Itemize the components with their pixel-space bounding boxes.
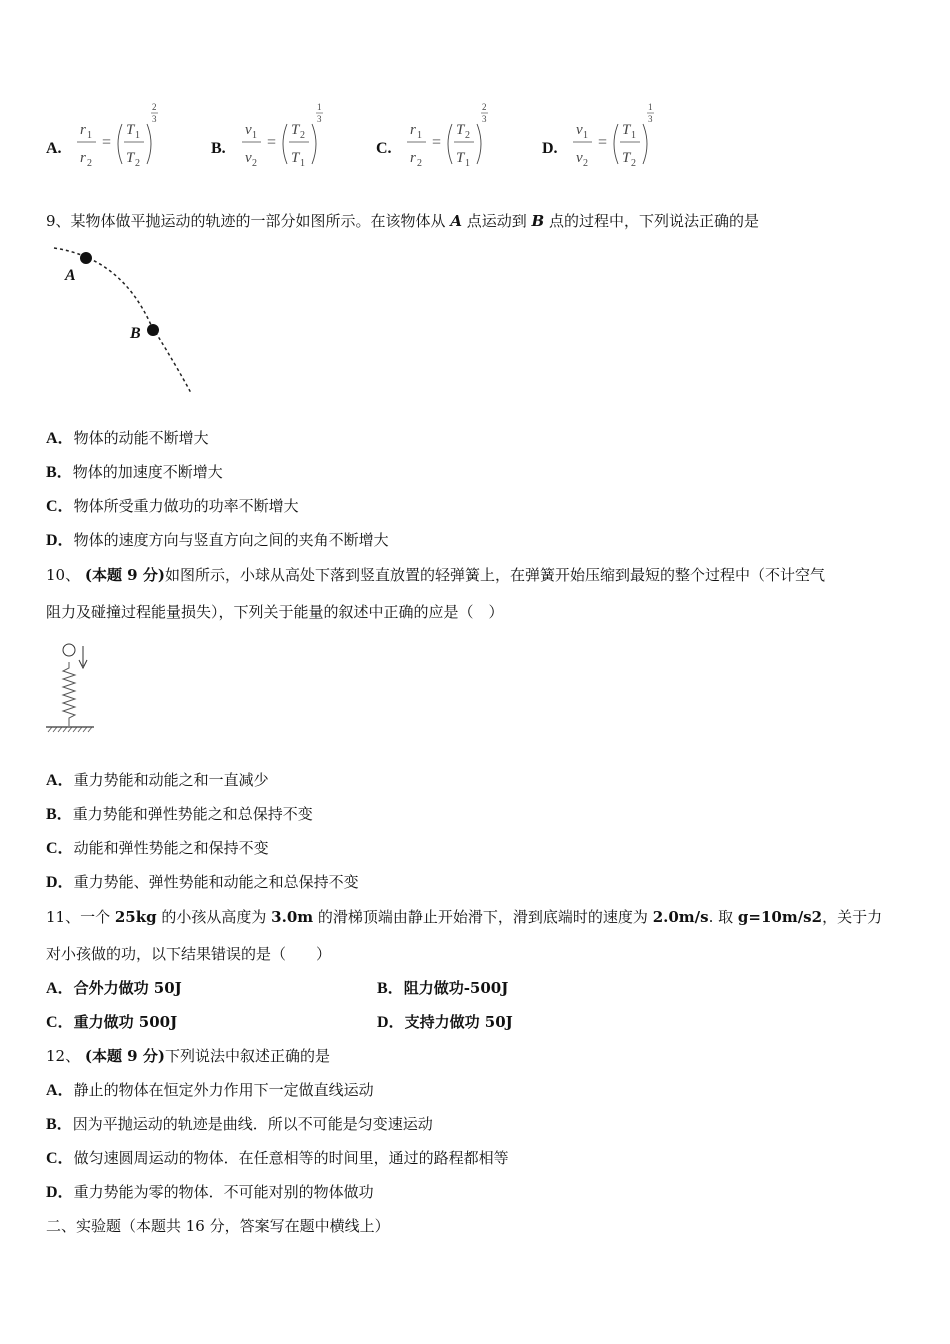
formula-text: 3	[482, 114, 487, 124]
formula-text: =	[102, 134, 112, 151]
formula-text: 2	[482, 102, 487, 112]
formula-text: 1	[648, 102, 653, 112]
q11-stem-text: . 取	[708, 908, 738, 926]
formula-text: v	[245, 150, 252, 166]
formula-text: 1	[583, 130, 588, 141]
q11-stem-text: 11、一个	[46, 908, 115, 926]
formula-text: =	[432, 134, 442, 151]
option-label: B．	[46, 1116, 73, 1133]
q11-option-b	[377, 978, 508, 999]
q9-stem-text: 9、某物体做平抛运动的轨迹的一部分如图所示。在该物体从	[46, 212, 451, 230]
option-text: 重力势能和动能之和一直减少	[73, 771, 269, 789]
formula-text: 1	[87, 130, 92, 141]
point-a-dot	[80, 252, 92, 264]
formula-text: =	[267, 134, 277, 151]
option-text: 物体的加速度不断增大	[72, 463, 223, 481]
option-text: 合外力做功 50J	[73, 979, 182, 997]
option-text: 物体所受重力做功的功率不断增大	[73, 497, 299, 515]
formula-text: r	[80, 122, 86, 138]
option-text: 重力势能和弹性势能之和总保持不变	[72, 805, 313, 823]
formula-text: 2	[631, 158, 636, 169]
q10-number: 10、	[46, 566, 85, 584]
q10-stem-line2: 阻力及碰撞过程能量损失），下列关于能量的叙述中正确的应是（ ）	[46, 603, 504, 621]
option-text: 重力势能为零的物体．不可能对别的物体做功	[73, 1183, 374, 1201]
formula-text: T	[291, 150, 300, 166]
spring-icon	[63, 662, 75, 726]
formula-text: 2	[417, 158, 422, 169]
q12-option-d	[46, 1182, 374, 1203]
q8-option-label: D.	[542, 140, 558, 157]
q11-stem-text: 的小孩从高度为	[156, 908, 272, 926]
option-text: 阻力做功-500J	[403, 979, 509, 997]
option-text: 静止的物体在恒定外力作用下一定做直线运动	[73, 1081, 374, 1099]
q11-option-d	[377, 1012, 513, 1033]
formula-text: 3	[648, 114, 653, 124]
q12-score: (本题 9 分)	[84, 1047, 165, 1065]
q10-option-b	[46, 804, 313, 825]
q12-number: 12、	[46, 1047, 85, 1065]
q12-option-a	[46, 1080, 374, 1101]
formula-text: =	[598, 134, 608, 151]
option-text: 重力做功 500J	[73, 1013, 178, 1031]
formula-text: 2	[465, 130, 470, 141]
q12-option-c	[46, 1148, 509, 1169]
q9-option-d	[46, 530, 389, 551]
formula-text: 1	[252, 130, 257, 141]
option-text: 重力势能、弹性势能和动能之和总保持不变	[73, 873, 359, 891]
section2-title: 二、实验题（本题共 16 分，答案写在题中横线上）	[46, 1217, 390, 1235]
q11-option-c	[46, 1012, 177, 1033]
q9-stem	[46, 211, 759, 231]
q10-stem-text: 如图所示，小球从高处下落到竖直放置的轻弹簧上，在弹簧开始压缩到最短的整个过程中（不计空气	[164, 566, 825, 584]
option-label: A．	[46, 772, 74, 789]
formula-text: 1	[135, 130, 140, 141]
option-label: B．	[46, 806, 73, 823]
formula-text: T	[622, 150, 631, 166]
q10-spring-figure	[44, 640, 100, 738]
option-label: A．	[46, 430, 74, 447]
q9-stem-text: 点运动到	[461, 212, 532, 230]
formula-text: 3	[152, 114, 157, 124]
q12-stem-text: 下列说法中叙述正确的是	[164, 1047, 330, 1065]
formula-text: 1	[317, 102, 322, 112]
option-text: 物体的动能不断增大	[73, 429, 209, 447]
q9-trajectory-figure	[46, 240, 206, 400]
formula-text: T	[456, 122, 465, 138]
option-label: B．	[377, 980, 404, 997]
formula-text: 1	[417, 130, 422, 141]
formula-text: v	[245, 122, 252, 138]
q11-option-a	[46, 978, 182, 999]
option-label: B．	[46, 464, 73, 481]
q9-point-b: B	[531, 212, 545, 230]
figure-label-b: B	[130, 325, 141, 342]
q11-speed: 2.0m/s	[652, 908, 709, 926]
option-label: D．	[377, 1014, 405, 1031]
option-text: 支持力做功 50J	[404, 1013, 513, 1031]
formula-text: 2	[87, 158, 92, 169]
formula-text: r	[410, 150, 416, 166]
formula-text: 2	[583, 158, 588, 169]
q10-option-a	[46, 770, 269, 791]
formula-text: 2	[135, 158, 140, 169]
q11-stem-text: 的滑梯顶端由静止开始滑下，滑到底端时的速度为	[313, 908, 653, 926]
point-b-dot	[147, 324, 159, 336]
option-text: 做匀速圆周运动的物体．在任意相等的时间里，通过的路程都相等	[73, 1149, 509, 1167]
option-text: 动能和弹性势能之和保持不变	[73, 839, 269, 857]
formula-text: 2	[252, 158, 257, 169]
q9-option-c	[46, 496, 299, 517]
q11-stem-line2: 对小孩做的功，以下结果错误的是（ ）	[46, 945, 332, 963]
q8-formula-d	[570, 100, 700, 170]
option-label: C．	[46, 498, 74, 515]
formula-text: r	[410, 122, 416, 138]
option-text: 因为平抛运动的轨迹是曲线．所以不可能是匀变速运动	[72, 1115, 433, 1133]
q8-option-label: C.	[376, 140, 392, 157]
formula-text: v	[576, 150, 583, 166]
formula-text: 1	[465, 158, 470, 169]
q10-score: (本题 9 分)	[84, 566, 165, 584]
q8-formula-a	[74, 100, 204, 170]
formula-text: r	[80, 150, 86, 166]
option-label: D．	[46, 532, 74, 549]
option-label: C．	[46, 1150, 74, 1167]
q9-point-a: A	[450, 212, 462, 230]
formula-text: 3	[317, 114, 322, 124]
q9-stem-text: 点的过程中，下列说法正确的是	[544, 212, 759, 230]
q12-stem	[46, 1046, 330, 1066]
q8-option-label: A.	[46, 140, 62, 157]
figure-label-a: A	[65, 267, 76, 284]
q8-option-label: B.	[211, 140, 226, 157]
formula-text: T	[291, 122, 300, 138]
q11-gravity: g=10m/s2	[737, 908, 823, 926]
q9-option-a	[46, 428, 209, 449]
q11-height: 3.0m	[271, 908, 314, 926]
formula-text: T	[126, 122, 135, 138]
svg-text:r	[80, 122, 86, 138]
q10-stem-line1	[46, 565, 825, 585]
option-label: A．	[46, 980, 74, 997]
formula-text: 1	[300, 158, 305, 169]
ball-icon	[63, 644, 75, 656]
option-text: 物体的速度方向与竖直方向之间的夹角不断增大	[73, 531, 389, 549]
formula-text: 2	[152, 102, 157, 112]
q11-stem-line1	[46, 907, 882, 927]
q10-option-c	[46, 838, 269, 859]
formula-text: 2	[300, 130, 305, 141]
formula-text: T	[456, 150, 465, 166]
option-label: A．	[46, 1082, 74, 1099]
option-label: D．	[46, 1184, 74, 1201]
formula-text: T	[622, 122, 631, 138]
q8-options	[46, 100, 746, 170]
q8-formula-b	[239, 100, 369, 170]
q12-option-b	[46, 1114, 433, 1135]
q11-mass: 25kg	[114, 908, 157, 926]
formula-text: v	[576, 122, 583, 138]
option-label: D．	[46, 874, 74, 891]
formula-text: T	[126, 150, 135, 166]
option-label: C．	[46, 840, 74, 857]
formula-text: 1	[631, 130, 636, 141]
q10-option-d	[46, 872, 359, 893]
q9-option-b	[46, 462, 223, 483]
q8-formula-c	[404, 100, 534, 170]
q11-stem-text: ，关于力	[822, 908, 883, 926]
option-label: C．	[46, 1014, 74, 1031]
